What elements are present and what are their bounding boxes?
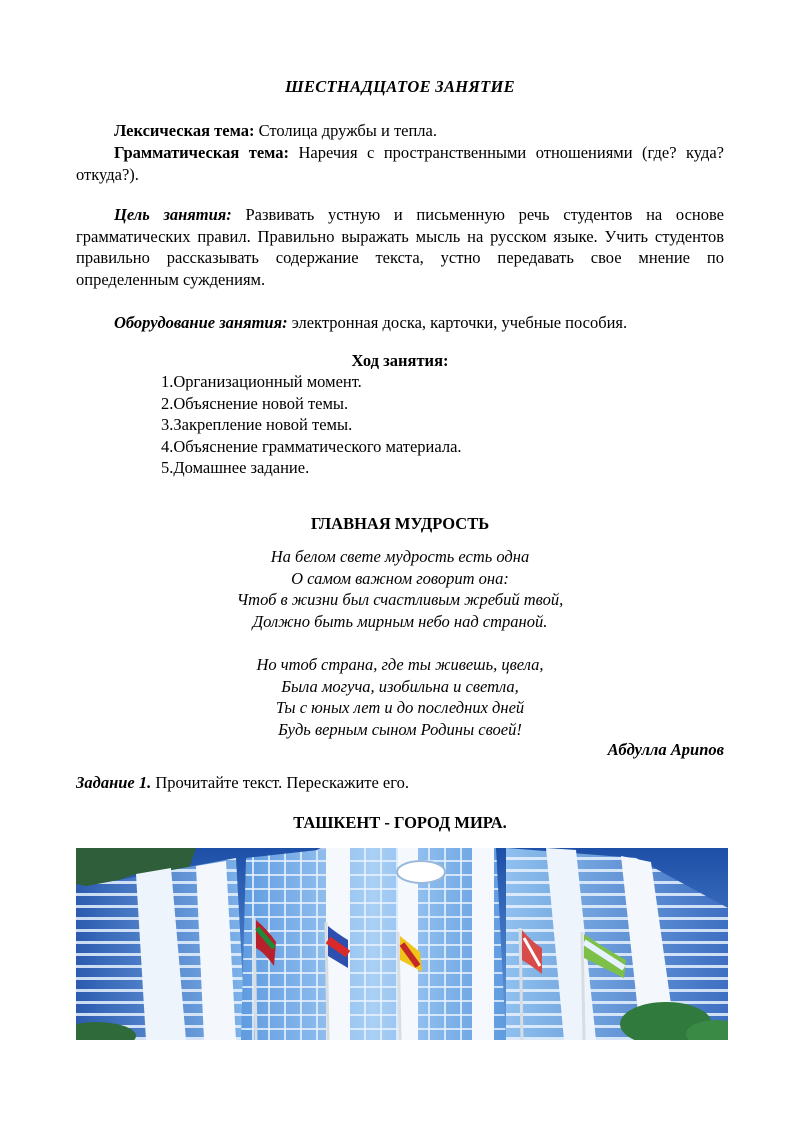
lexical-label: Лексическая тема: — [114, 121, 255, 140]
poem-line: Но чтоб страна, где ты живешь, цвела, — [256, 655, 544, 674]
list-item: 1.Организационный момент. — [161, 372, 362, 391]
list-item: 5.Домашнее задание. — [161, 458, 310, 477]
poem-line: Должно быть мирным небо над страной. — [252, 611, 548, 631]
lesson-goal — [76, 204, 724, 290]
equipment-label: Оборудование занятия: — [114, 313, 288, 332]
poem-line: Была могуча, изобильна и светла, — [281, 676, 519, 696]
poem-line: На белом свете мудрость есть одна — [270, 547, 530, 566]
poem-line: О самом важном говорит она: — [291, 568, 509, 588]
goal-label: Цель занятия: — [114, 205, 232, 224]
goal-text: Развивать устную и письменную речь студентов на основе грамматических правил. Правильно выражать мысль на русском языке. Учить студентов правильно рассказывать содержание текста, устно передавать свое мнение по определенным суждениям. — [76, 205, 724, 289]
list-item: 3.Закрепление новой темы. — [161, 415, 353, 434]
lexical-topic — [76, 120, 724, 142]
task-text: Прочитайте текст. Перескажите его. — [151, 773, 409, 792]
task-1 — [76, 772, 409, 794]
lexical-text: Столица дружбы и тепла. — [254, 121, 437, 140]
grammar-text: Наречия с пространственными отношениями (где? куда? откуда?). — [76, 143, 724, 184]
course-heading: Ход занятия: — [351, 351, 449, 370]
document-page — [76, 0, 724, 1131]
lesson-steps-list — [161, 371, 462, 479]
list-item: 4.Объяснение грамматического материала. — [161, 436, 462, 456]
list-item: 2.Объяснение новой темы. — [161, 393, 349, 413]
lesson-equipment — [76, 312, 724, 334]
task-label: Задание 1. — [76, 773, 152, 792]
poem-line: Чтоб в жизни был счастливым жребий твой, — [236, 590, 564, 609]
text-heading: ТАШКЕНТ - ГОРОД МИРА. — [293, 813, 507, 832]
poem-stanza-1 — [76, 546, 724, 632]
poem-line: Будь верным сыном Родины своей! — [278, 719, 522, 739]
tashkent-building-photo — [76, 848, 728, 1040]
poem-author: Абдулла Арипов — [607, 740, 724, 759]
grammar-label: Грамматическая тема: — [114, 143, 290, 162]
lesson-title: ШЕСТНАДЦАТОЕ ЗАНЯТИЕ — [285, 77, 515, 96]
poem-line: Ты с юных лет и до последних дней — [275, 698, 525, 717]
grammar-topic — [76, 142, 724, 185]
equipment-text: электронная доска, карточки, учебные пособия. — [287, 313, 628, 332]
poem-stanza-2 — [76, 654, 724, 740]
poem-heading: ГЛАВНАЯ МУДРОСТЬ — [310, 514, 490, 533]
